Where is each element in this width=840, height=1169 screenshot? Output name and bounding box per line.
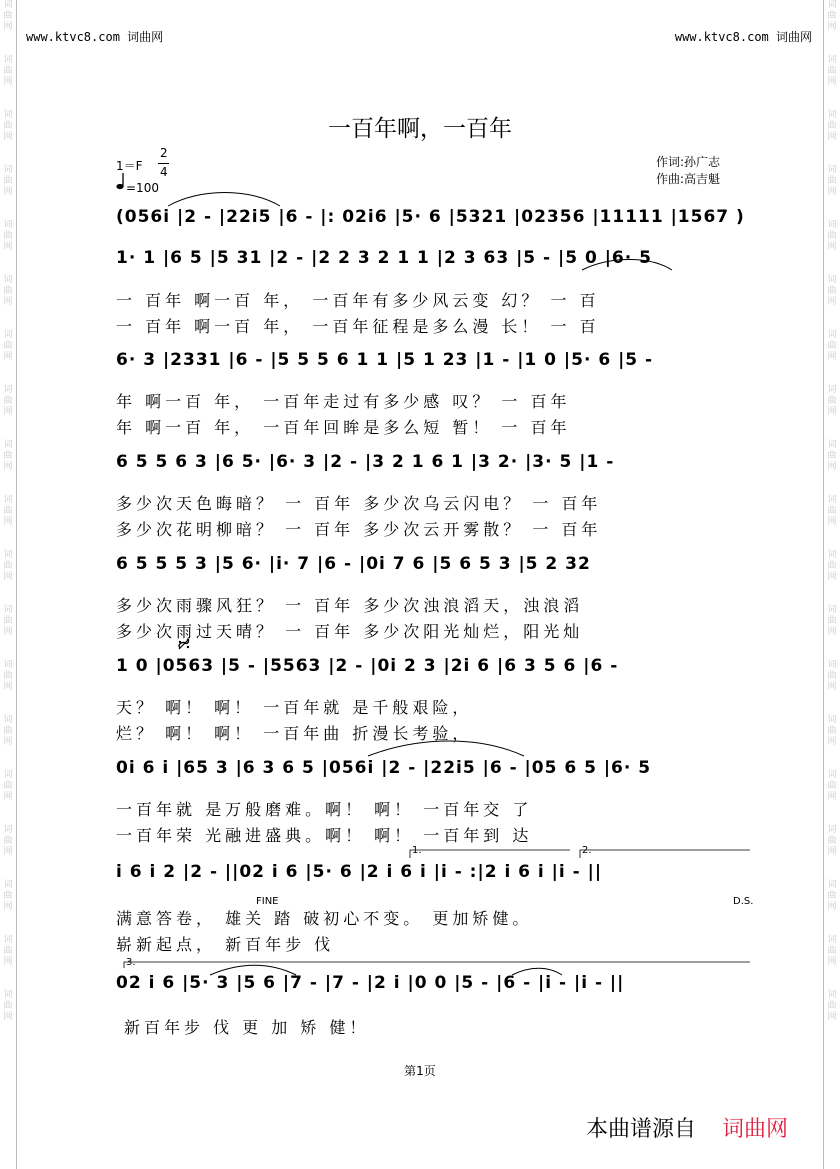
side-mark: 词曲网 <box>3 0 13 32</box>
time-signature-top: 2 <box>160 146 168 160</box>
tempo-value: =100 <box>126 181 159 195</box>
source-label: 本曲谱源自 <box>586 1117 697 1142</box>
ds-mark: D.S. <box>733 896 754 907</box>
side-mark: 词曲网 <box>827 165 837 197</box>
side-mark: 词曲网 <box>827 385 837 417</box>
side-mark: 词曲网 <box>827 110 837 142</box>
side-mark: 词曲网 <box>827 550 837 582</box>
lyrics-row-9: 新百年步 伐 更 加 矫 健！ <box>124 1018 370 1037</box>
lyrics-row-7-verse-1: 一百年就 是万般磨难。啊！ 啊！ 一百年交 了 <box>116 800 533 819</box>
side-mark: 词曲网 <box>3 550 13 582</box>
side-mark: 词曲网 <box>827 770 837 802</box>
side-mark: 词曲网 <box>3 660 13 692</box>
side-mark: 词曲网 <box>3 935 13 967</box>
song-title: 一百年啊，一百年 <box>328 116 512 142</box>
notation-row-7: 0i 6 i |65 3 |6 3 6 5 |056i |2 - |22i5 |6 - |05 6 5 |6· 5 <box>116 758 652 778</box>
lyrics-row-2-verse-2: 一 百年 啊一百 年， 一百年征程是多么漫 长！ 一 百 <box>116 317 600 336</box>
side-mark: 词曲网 <box>3 440 13 472</box>
lyrics-row-8-verse-1: 满意答卷， 雄关 踏 破初心不变。 更加矫健。 <box>116 909 533 928</box>
notation-row-1: (056i |2 - |22i5 |6 - |: 02i6 |5· 6 |5321 |02356 |11111 |1567 ) <box>116 207 745 227</box>
lyrics-row-6-verse-2: 烂？ 啊！ 啊！ 一百年曲 折漫长考验， <box>116 724 473 743</box>
side-mark: 词曲网 <box>827 220 837 252</box>
lyrics-row-4-verse-2: 多少次花明柳暗？ 一 百年 多少次云开雾散？ 一 百年 <box>116 520 602 539</box>
side-mark: 词曲网 <box>3 110 13 142</box>
side-mark: 词曲网 <box>3 220 13 252</box>
notation-row-4: 6 5 5 6 3 |6 5· |6· 3 |2 - |3 2 1 6 1 |3 2· |3· 5 |1 - <box>116 452 615 472</box>
source-site[interactable]: 词曲网 <box>722 1117 789 1142</box>
side-mark: 词曲网 <box>827 55 837 87</box>
side-mark: 词曲网 <box>3 330 13 362</box>
notation-row-5: 6 5 5 5 3 |5 6· |i· 7 |6 - |0i 7 6 |5 6 5 3 |5 2 32 <box>116 554 591 574</box>
side-mark: 词曲网 <box>3 880 13 912</box>
fine-mark: FINE <box>256 896 279 907</box>
side-mark: 词曲网 <box>3 825 13 857</box>
side-mark: 词曲网 <box>827 440 837 472</box>
volta-3: 3. <box>126 957 136 968</box>
notation-row-9: 02 i 6 |5· 3 |5 6 |7 - |7 - |2 i |0 0 |5 - |6 - |i - |i - || <box>116 973 625 993</box>
side-mark: 词曲网 <box>827 990 837 1022</box>
time-signature-bottom: 4 <box>160 165 168 179</box>
volta-2: 2. <box>582 845 592 856</box>
notation-row-3: 6· 3 |2331 |6 - |5 5 5 6 1 1 |5 1 23 |1 - |1 0 |5· 6 |5 - <box>116 350 654 370</box>
lyrics-row-2-verse-1: 一 百年 啊一百 年， 一百年有多少风云变 幻？ 一 百 <box>116 291 600 310</box>
lyrics-row-8-verse-2: 崭新起点， 新百年步 伐 <box>116 935 335 954</box>
side-mark: 词曲网 <box>3 275 13 307</box>
header-left-url[interactable]: www.ktvc8.com 词曲网 <box>26 30 164 44</box>
lyricist: 作词:孙广志 <box>656 155 721 169</box>
header-right-url[interactable]: www.ktvc8.com 词曲网 <box>674 30 812 44</box>
side-mark: 词曲网 <box>827 935 837 967</box>
side-mark: 词曲网 <box>827 275 837 307</box>
lyrics-row-3-verse-1: 年 啊一百 年， 一百年走过有多少感 叹？ 一 百年 <box>116 392 571 411</box>
side-mark: 词曲网 <box>827 605 837 637</box>
lyrics-row-5-verse-1: 多少次雨骤风狂？ 一 百年 多少次浊浪滔天，浊浪滔 <box>116 596 584 615</box>
key-signature: 1＝F <box>116 159 143 173</box>
side-mark: 词曲网 <box>827 715 837 747</box>
notation-row-6: 1 0 |0563 |5 - |5563 |2 - |0i 2 3 |2i 6 |6 3 5 6 |6 - <box>116 656 619 676</box>
side-mark: 词曲网 <box>3 385 13 417</box>
lyrics-row-7-verse-2: 一百年荣 光融进盛典。啊！ 啊！ 一百年到 达 <box>116 826 533 845</box>
side-mark: 词曲网 <box>3 715 13 747</box>
side-mark: 词曲网 <box>3 165 13 197</box>
side-mark: 词曲网 <box>827 495 837 527</box>
side-mark: 词曲网 <box>827 0 837 32</box>
side-mark: 词曲网 <box>3 55 13 87</box>
volta-1: 1. <box>412 845 422 856</box>
lyrics-row-4-verse-1: 多少次天色晦暗？ 一 百年 多少次乌云闪电？ 一 百年 <box>116 494 602 513</box>
side-mark: 词曲网 <box>827 330 837 362</box>
side-mark: 词曲网 <box>3 495 13 527</box>
side-mark: 词曲网 <box>827 660 837 692</box>
lyrics-row-6-verse-1: 天？ 啊！ 啊！ 一百年就 是千般艰险， <box>116 698 473 717</box>
side-mark: 词曲网 <box>3 990 13 1022</box>
side-mark: 词曲网 <box>3 605 13 637</box>
side-mark: 词曲网 <box>827 880 837 912</box>
side-mark: 词曲网 <box>827 825 837 857</box>
composer: 作曲:高吉魁 <box>656 172 721 186</box>
side-mark: 词曲网 <box>3 770 13 802</box>
notation-row-2: 1· 1 |6 5 |5 31 |2 - |2 2 3 2 1 1 |2 3 63 |5 - |5 0 |6· 5 <box>116 248 652 268</box>
lyrics-row-3-verse-2: 年 啊一百 年， 一百年回眸是多么短 暂！ 一 百年 <box>116 418 571 437</box>
lyrics-row-5-verse-2: 多少次雨过天晴？ 一 百年 多少次阳光灿烂，阳光灿 <box>116 622 584 641</box>
notation-row-8: i 6 i 2 |2 - ||02 i 6 |5· 6 |2 i 6 i |i - :|2 i 6 i |i - || <box>116 862 603 882</box>
page-number: 第1页 <box>404 1064 436 1078</box>
